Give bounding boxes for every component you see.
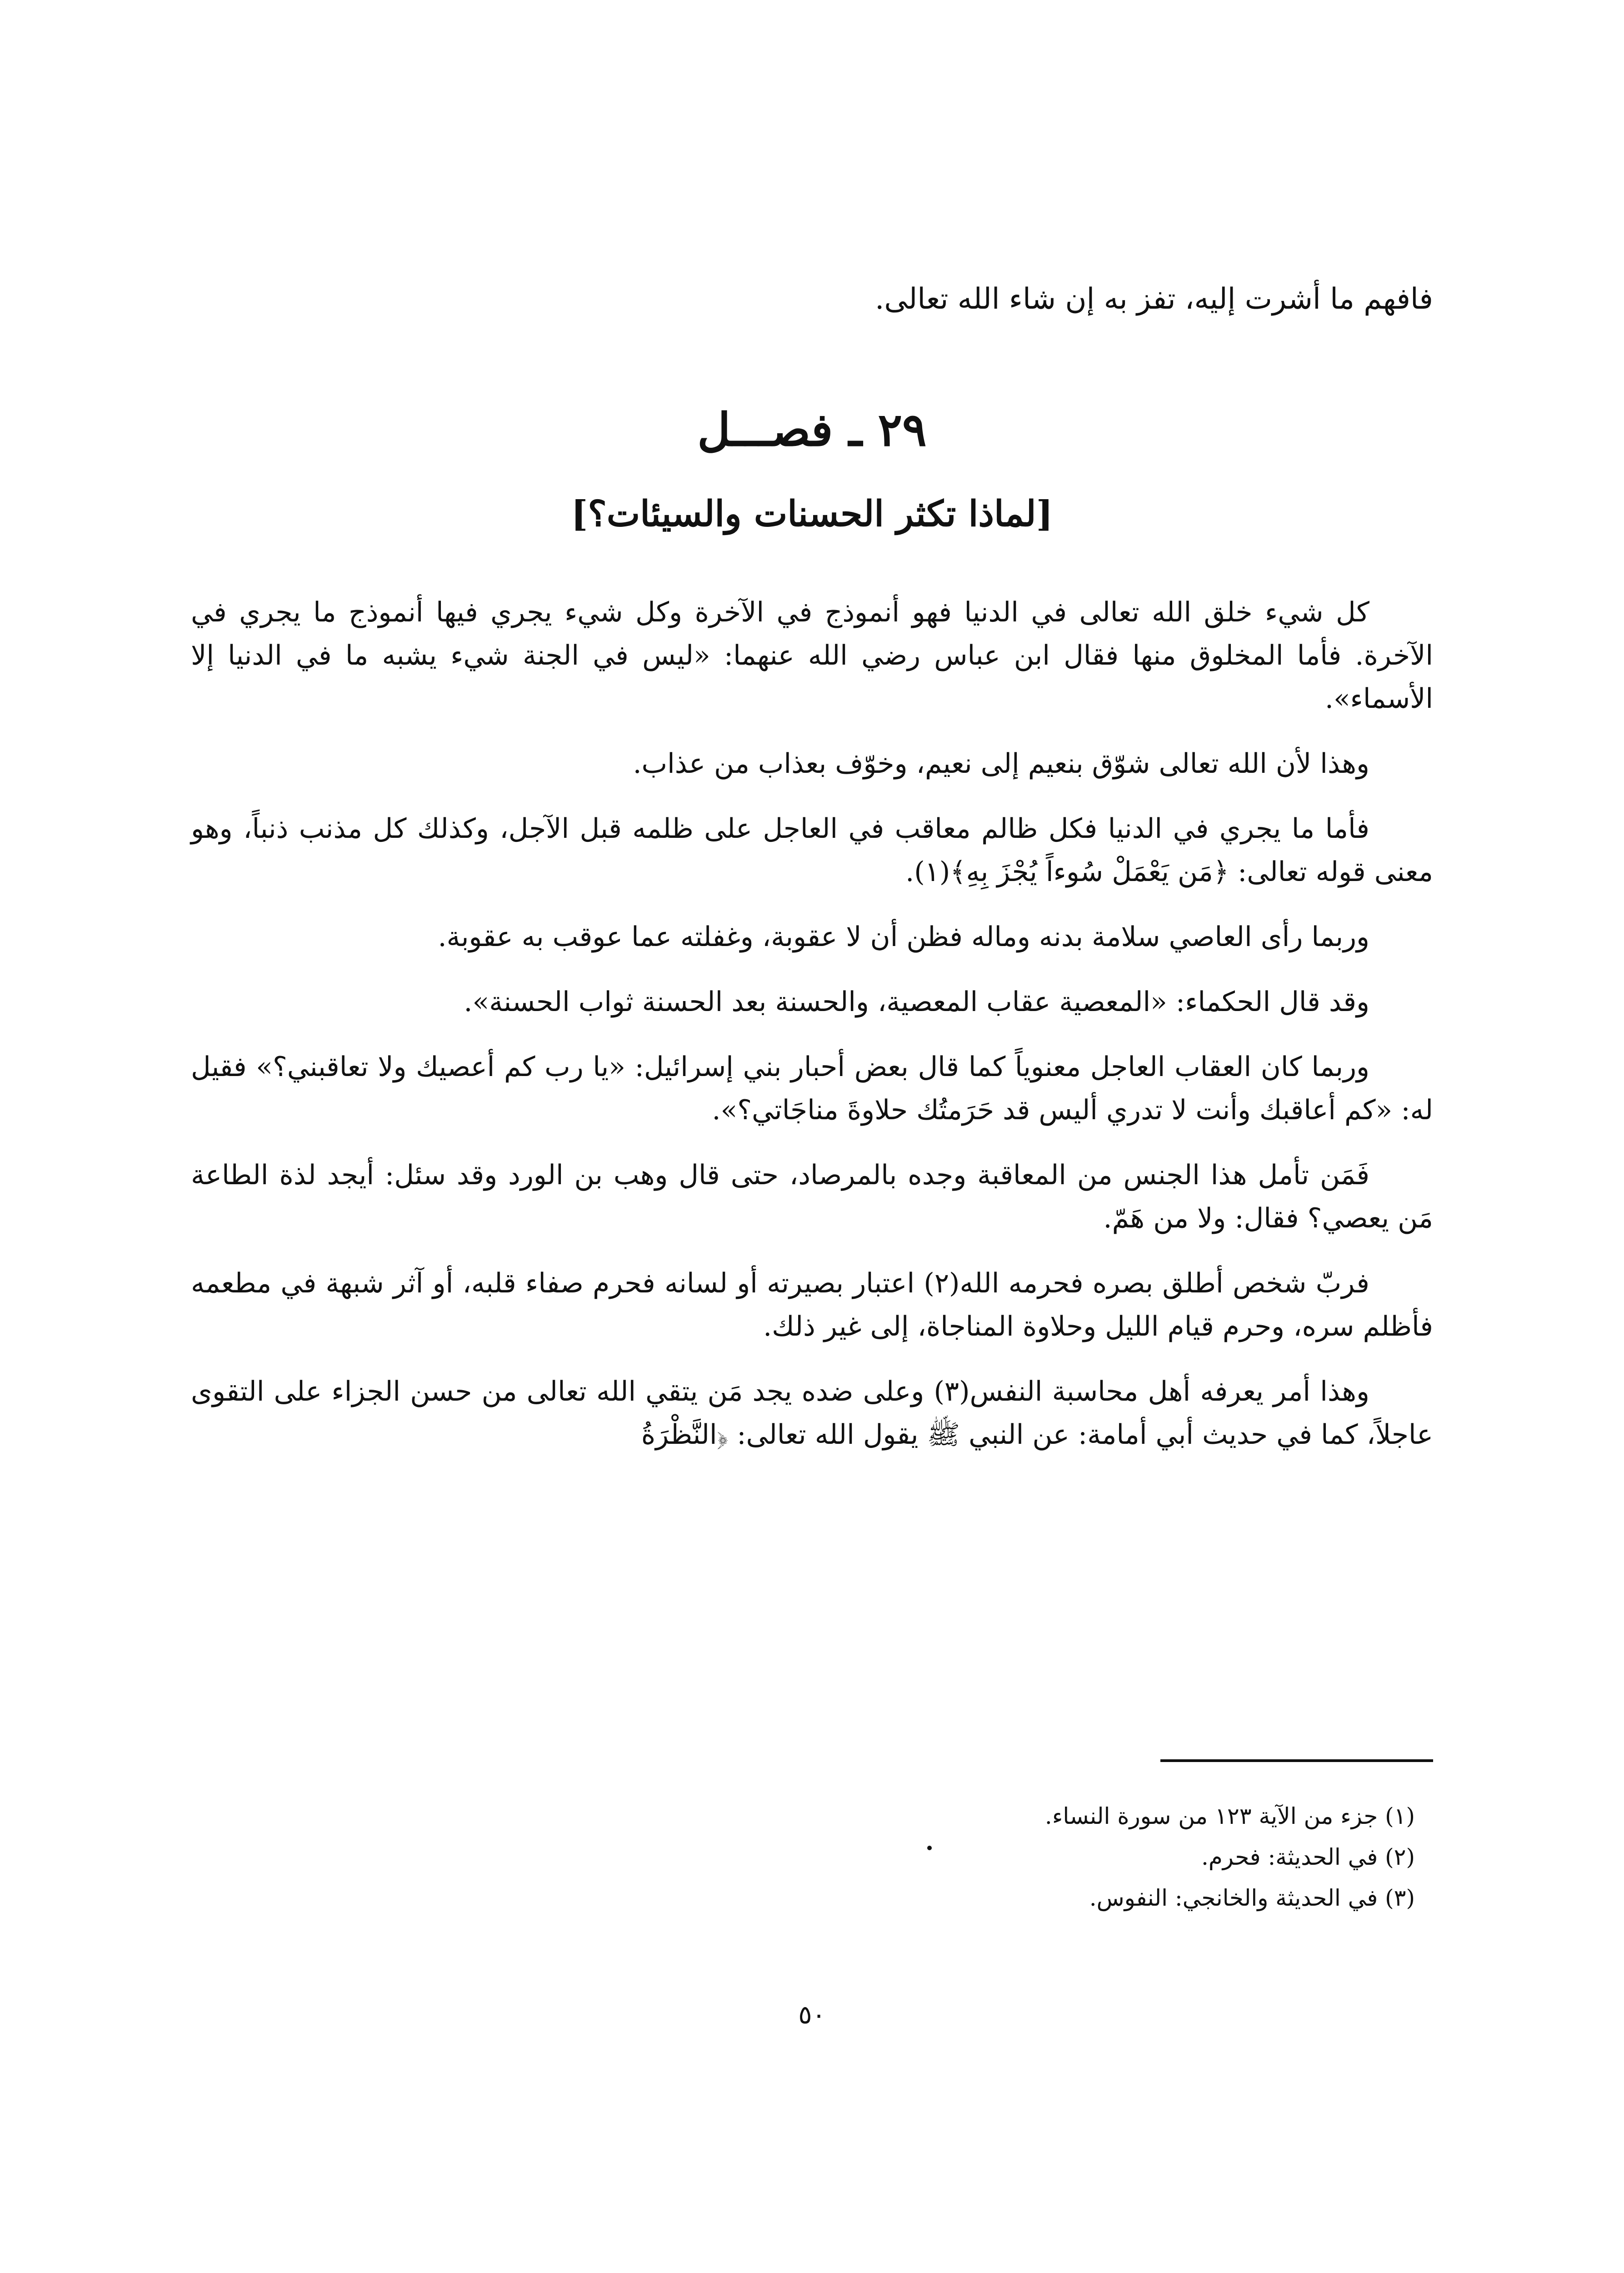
paragraph: فربّ شخص أطلق بصره فحرمه الله(٢) اعتبار بصيرته أو لسانه فحرم صفاء قلبه، أو آثر شبهة في مطعمه فأظلم سره، وحرم قيام الليل وحلاوة المناجاة، إلى غير ذلك. [191, 1267, 1433, 1342]
footnote: (١) جزء من الآية ١٢٣ من سورة النساء. [1044, 1803, 1415, 1829]
stray-dot [927, 1846, 932, 1850]
paragraph: وربما كان العقاب العاجل معنوياً كما قال بعض أحبار بني إسرائيل: «يا رب كم أعصيك ولا تعاقبني؟» فقيل له: «كم أعاقبك وأنت لا تدري أليس قد حَرَمتُك حلاوةَ مناجَاتي؟». [191, 1051, 1433, 1126]
paragraph: كل شيء خلق الله تعالى في الدنيا فهو أنموذج في الآخرة وكل شيء يجري فيها أنموذج ما يجري في الآخرة. فأما المخلوق منها فقال ابن عباس رضي الله عنهما: «ليس في الجنة شيء يشبه ما في الدنيا إلا الأسماء». [191, 596, 1433, 715]
page-number: ٥٠ [798, 2000, 826, 2030]
paragraph: فأما ما يجري في الدنيا فكل ظالم معاقب في العاجل على ظلمه قبل الآجل، وكذلك كل مذنب ذنباً، وهو معنى قوله تعالى: ﴿مَن يَعْمَلْ سُوءاً يُجْزَ بِهِ﴾(١). [191, 813, 1433, 888]
footnotes [191, 1796, 1433, 1918]
footnote: (٢) في الحديثة: فحرم. [1201, 1844, 1415, 1870]
chapter-title: ٢٩ ـ فصـــل [697, 403, 927, 456]
intro-line: فافهم ما أشرت إليه، تفز به إن شاء الله تعالى. [875, 282, 1433, 316]
paragraph: وهذا لأن الله تعالى شوّق بنعيم إلى نعيم، وخوّف بعذاب من عذاب. [633, 748, 1369, 780]
paragraph: وربما رأى العاصي سلامة بدنه وماله فظن أن لا عقوبة، وغفلته عما عوقب به عقوبة. [438, 921, 1369, 953]
paragraph: وقد قال الحكماء: «المعصية عقاب المعصية، والحسنة بعد الحسنة ثواب الحسنة». [464, 986, 1369, 1018]
paragraph: فَمَن تأمل هذا الجنس من المعاقبة وجده بالمرصاد، حتى قال وهب بن الورد وقد سئل: أيجد لذة الطاعة مَن يعصي؟ فقال: ولا من هَمّ. [191, 1159, 1433, 1234]
chapter-subtitle: [لماذا تكثر الحسنات والسيئات؟] [571, 493, 1053, 535]
paragraph: وهذا أمر يعرفه أهل محاسبة النفس(٣) وعلى ضده يجد مَن يتقي الله تعالى من حسن الجزاء على التقوى عاجلاً، كما في حديث أبي أمامة: عن النبي ﷺ يقول الله تعالى: ﴿النَّظْرَةُ [191, 1376, 1433, 1451]
footnote-divider [1160, 1759, 1433, 1762]
footnote: (٣) في الحديثة والخانجي: النفوس. [1089, 1885, 1415, 1911]
body-text [191, 591, 1433, 1478]
